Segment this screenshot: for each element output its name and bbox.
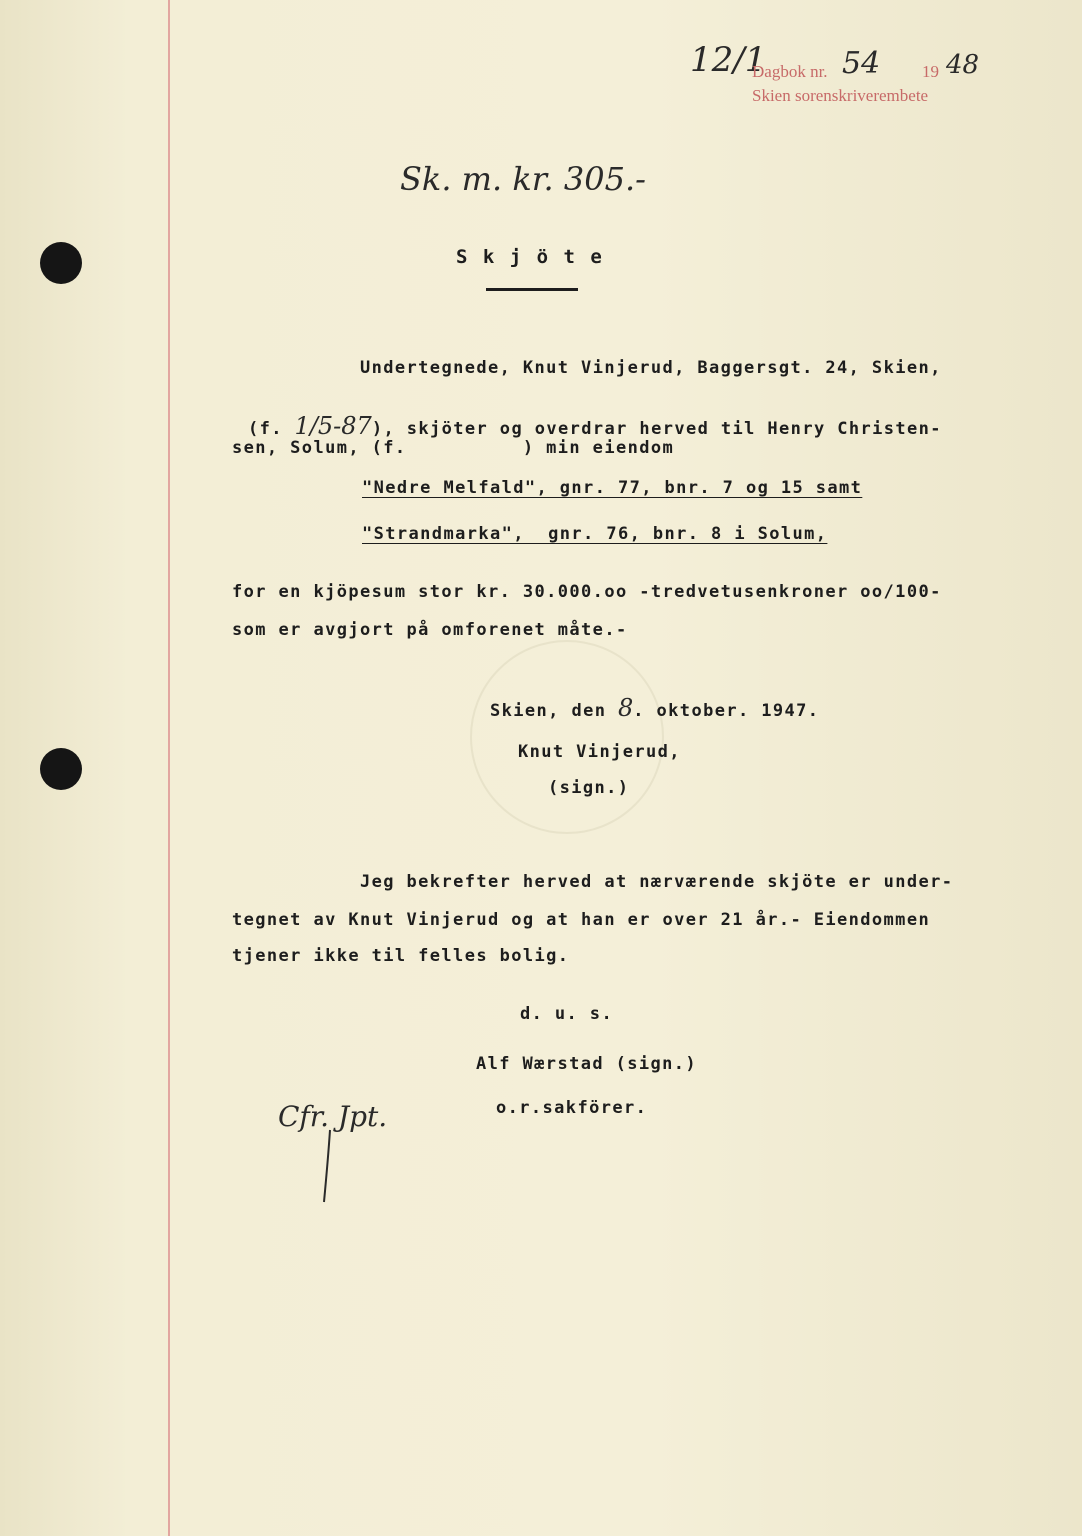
body-line-1: Undertegnede, Knut Vinjerud, Baggersgt. 24, Skien, bbox=[360, 358, 942, 378]
handwritten-date: 12/1 bbox=[690, 40, 767, 80]
punch-hole-bottom bbox=[40, 748, 82, 790]
price-line-2: som er avgjort på omforenet måte.- bbox=[232, 620, 628, 640]
document-title: S k j ö t e bbox=[456, 246, 604, 268]
margin-line bbox=[168, 0, 170, 1536]
margin-note: Cfr. Jpt. bbox=[278, 1100, 388, 1133]
witness-title: o.r.sakförer. bbox=[496, 1098, 648, 1118]
body-line-3: sen, Solum, (f. ) min eiendom bbox=[232, 438, 675, 458]
date-line bbox=[474, 676, 819, 740]
body-line-2-prefix: (f. bbox=[248, 419, 295, 439]
office-stamp: Skien sorenskriverembete bbox=[752, 86, 929, 105]
seller-name: Knut Vinjerud, bbox=[518, 742, 681, 762]
punch-hole-top bbox=[40, 242, 82, 284]
price-line-1: for en kjöpesum stor kr. 30.000.oo -tredvetusenkroner oo/100- bbox=[232, 582, 942, 602]
margin-note-flourish bbox=[300, 1120, 360, 1210]
fee-note: Sk. m. kr. 305.- bbox=[400, 160, 646, 198]
witness-name-sign: Alf Wærstad (sign.) bbox=[476, 1054, 698, 1074]
title-rule bbox=[486, 288, 578, 291]
birth-date: 1/5-87 bbox=[294, 412, 372, 440]
register-label: Dagbok nr. bbox=[752, 62, 828, 81]
seller-sign: (sign.) bbox=[548, 778, 630, 798]
property-line-1: "Nedre Melfald", gnr. 77, bnr. 7 og 15 samt bbox=[362, 478, 863, 498]
date-suffix: . oktober. 1947. bbox=[633, 701, 820, 721]
register-number: 54 bbox=[842, 46, 881, 81]
witness-line-2: tegnet av Knut Vinjerud og at han er over 21 år.- Eiendommen bbox=[232, 910, 931, 930]
year-suffix: 48 bbox=[946, 50, 980, 80]
body-line-2-rest: ), skjöter og overdrar herved til Henry Christen- bbox=[371, 419, 942, 439]
date-prefix: Skien, den bbox=[490, 701, 618, 721]
witness-line-3: tjener ikke til felles bolig. bbox=[232, 946, 570, 966]
witness-line-1: Jeg bekrefter herved at nærværende skjöte er under- bbox=[360, 872, 954, 892]
dus: d. u. s. bbox=[520, 1004, 614, 1024]
date-day: 8 bbox=[617, 694, 634, 722]
year-prefix: 19 bbox=[922, 62, 939, 81]
property-line-2: "Strandmarka", gnr. 76, bnr. 8 i Solum, bbox=[362, 524, 828, 544]
